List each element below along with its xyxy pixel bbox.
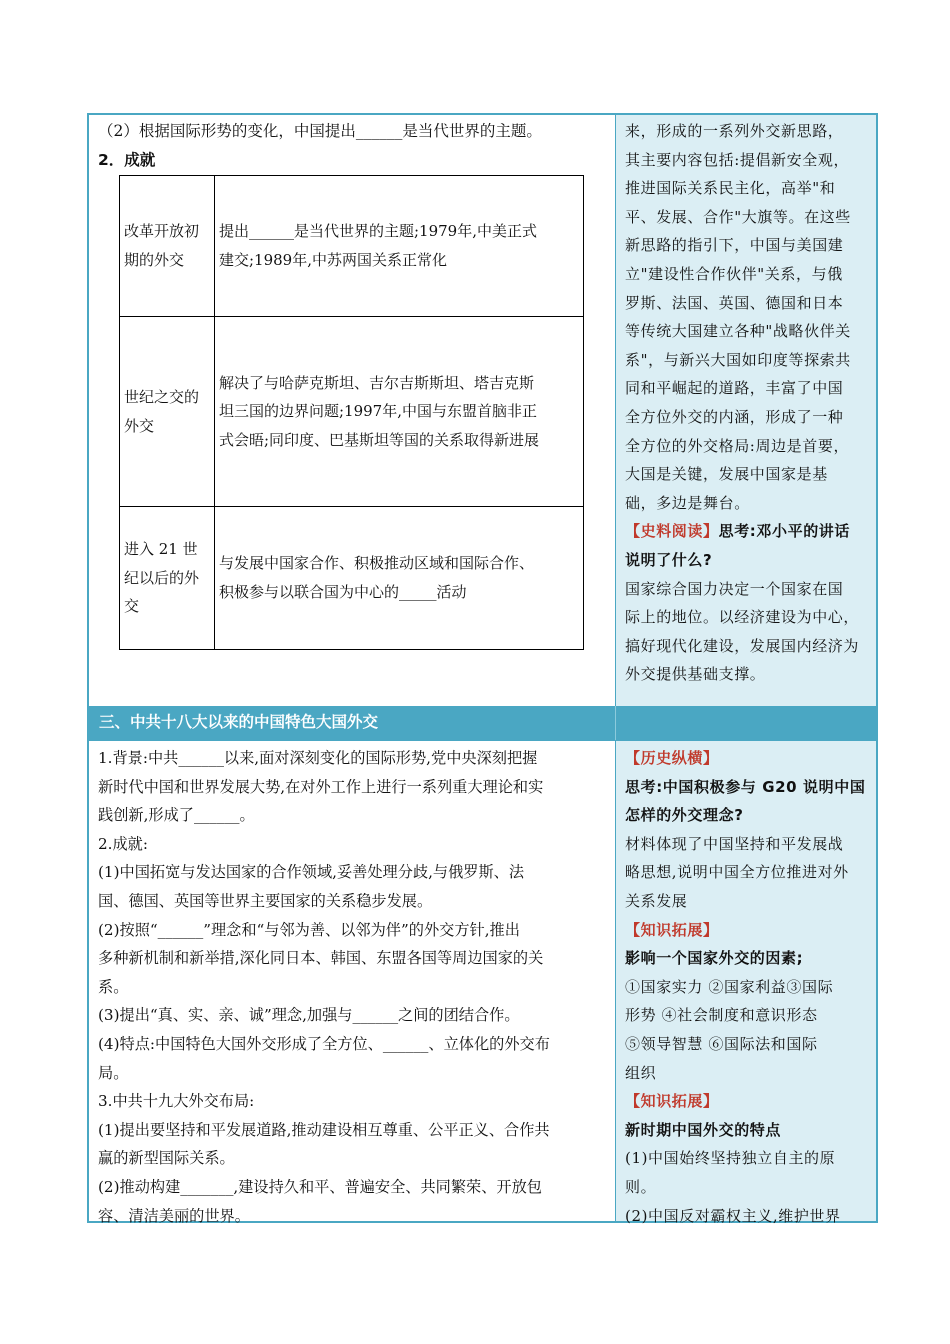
content-frame xyxy=(87,113,878,1223)
period-cell: 世纪之交的 外交 xyxy=(120,317,215,507)
bottom-left-cell xyxy=(89,740,615,1225)
bottom-right-cell xyxy=(615,740,876,1225)
top-right-cell xyxy=(615,115,876,706)
section-band xyxy=(89,706,876,740)
intro-line: （2）根据国际形势的变化，中国提出______是当代世界的主题。 xyxy=(98,122,542,140)
section-body: 1.背景:中共______以来,面对深刻变化的国际形势,党中央深刻把握 新时代中国和世界发展大势,在对外工作上进行一系列重大理论和实 践创新,形成了______。 2.成就: (1)中国拓宽与发达国家的合作领域,妥善处理分歧,与俄罗斯、法 国、德国、英国等世界主要国家的关系稳步发展。 (2)按照“______”理念和“与邻为善、以邻为伴”的外交方针,推出 多种新机制和新举措,深化同日本、韩国、东盟各国等周边国家的关 系。 (3)提出“真、实、亲、诚”理念,加强与______之间的团结合作。 (4)特点:中国特色大国外交形成了全方位、______、立体化的外交布 局。 3.中共十九大外交布局: (1)提出要坚持和平发展道路,推动建设相互尊重、公平正义、合作共 赢的新型国际关系。 (2)推动构建_______,建设持久和平、普遍安全、共同繁荣、开放包 容、清洁美丽的世界。 xyxy=(98,749,550,1225)
sidebar-notes: 【历史纵横】 思考:中国积极参与 G20 说明中国 怎样的外交理念? 材料体现了中国坚持和平发展战 略思想,说明中国全方位推进对外 关系发展 【知识拓展】 影响一个国家外交的因素; ①国家实力 ②国家利益③国际 形势 ④社会制度和意识形态 ⑤领导智慧 ⑥国际法和国际 组织 【知识拓展】 新时期中国外交的特点 (1)中国始终坚持独立自主的原 则。 (2)中国反对霸权主义,维护世界 xyxy=(625,749,866,1225)
achievement-heading: 2．成就 xyxy=(98,151,156,169)
table-row xyxy=(120,507,584,650)
table-row xyxy=(120,176,584,317)
table-row xyxy=(120,317,584,507)
top-left-cell xyxy=(89,115,615,706)
section-title: 三、中共十八大以来的中国特色大国外交 xyxy=(99,713,379,731)
content-cell: 解决了与哈萨克斯坦、吉尔吉斯斯坦、塔吉克斯 坦三国的边界问题;1997年,中国与东盟首脑非正 式会晤;同印度、巴基斯坦等国的关系取得新进展 xyxy=(215,317,584,507)
content-cell: 与发展中国家合作、积极推动区域和国际合作、 积极参与以联合国为中心的_____活动 xyxy=(215,507,584,650)
reading-heading: 【史料阅读】思考:邓小平的讲话 xyxy=(625,522,851,541)
achievement-table xyxy=(119,175,584,650)
bottom-row xyxy=(89,740,876,1225)
sidebar-paragraph: 来，形成的一系列外交新思路， 其主要内容包括:提倡新安全观， 推进国际关系民主化，高举"和 平、发展、合作"大旗等。在这些 新思路的指引下，中国与美国建 立"建设性合作伙伴"关系，与俄 罗斯、法国、英国、德国和日本 等传统大国建立各种"战略伙伴关 系"，与新兴大国如印度等探索共 同和平崛起的道路，丰富了中国 全方位外交的内涵，形成了一种 全方位的外交格局:周边是首要， 大国是关键，发展中国家是基 础，多边是舞台。 【史料阅读】思考:邓小平的讲话 说明了什么? 国家综合国力决定一个国家在国 际上的地位。以经济建设为中心， 搞好现代化建设，发展国内经济为 外交提供基础支撑。 xyxy=(625,117,870,689)
period-cell: 改革开放初 期的外交 xyxy=(120,176,215,317)
content-cell: 提出______是当代世界的主题;1979年,中美正式 建交;1989年,中苏两国关系正常化 xyxy=(215,176,584,317)
period-cell: 进入 21 世 纪以后的外 交 xyxy=(120,507,215,650)
top-row xyxy=(89,115,876,706)
